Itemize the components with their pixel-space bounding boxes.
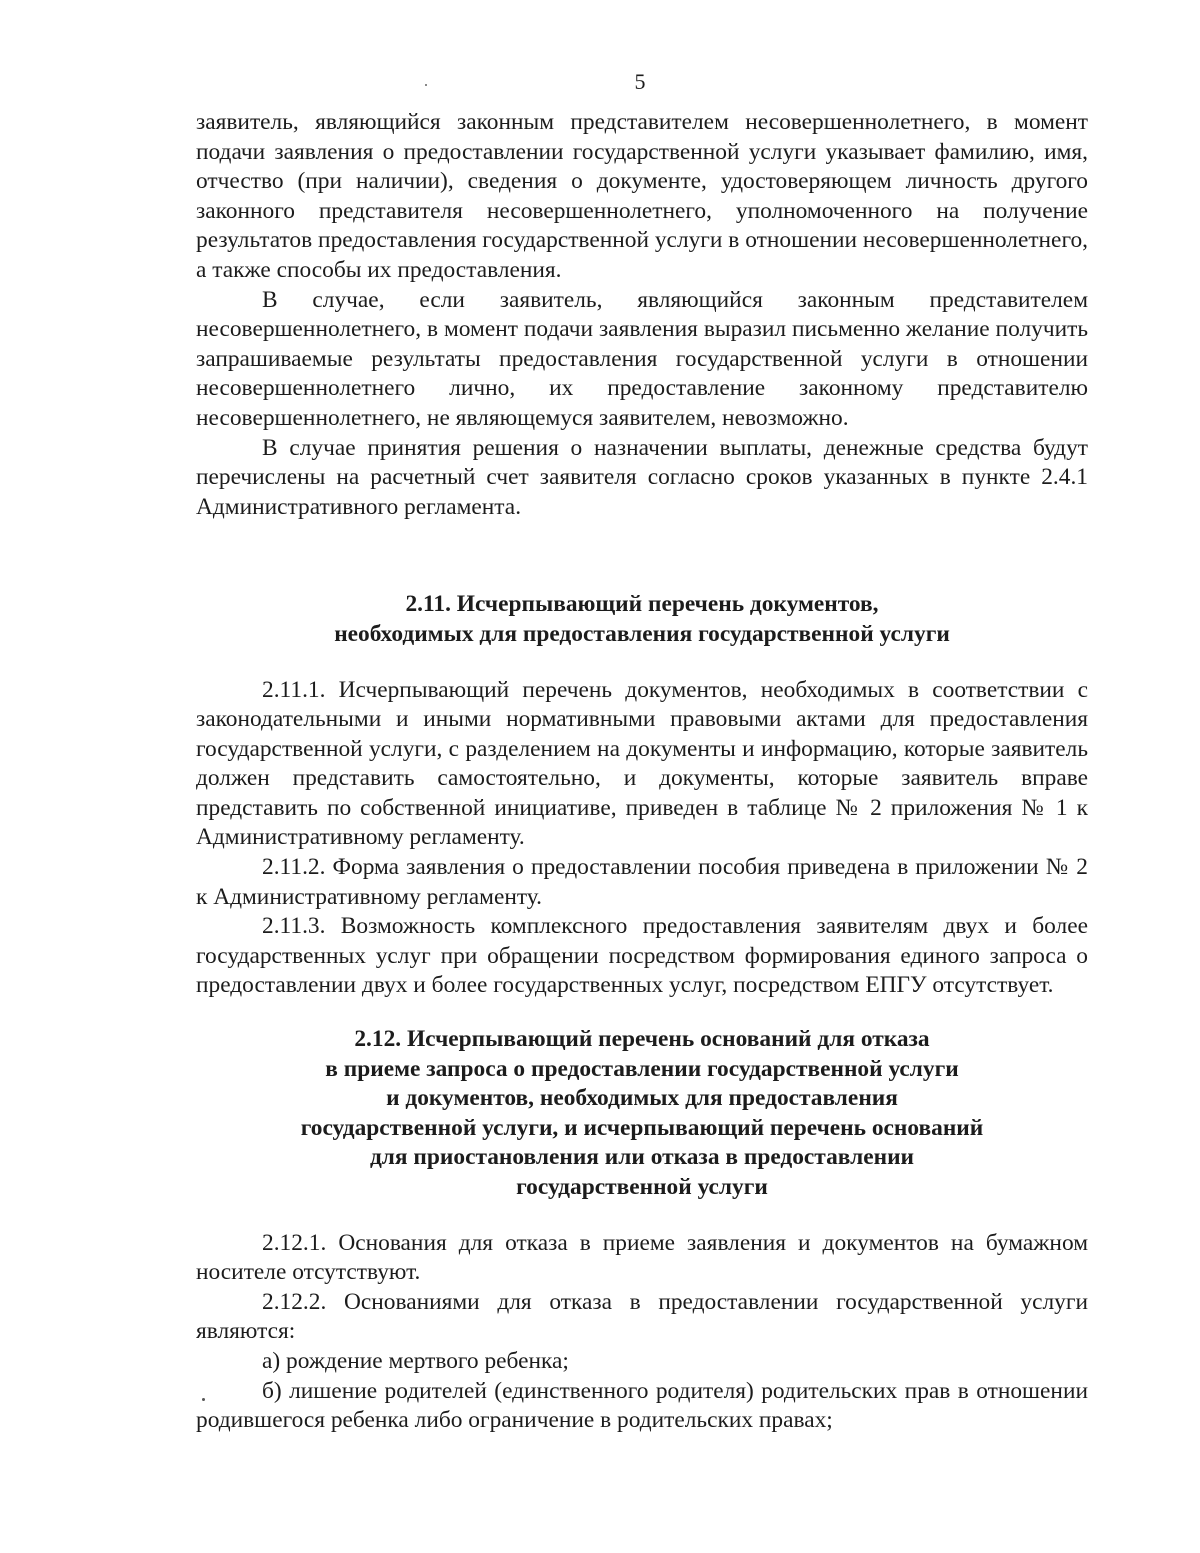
paragraph-representative: В случае, если заявитель, являющийся законным представителем несовершеннолетнего, в момент подачи заявления выразил письменно желание получить запрашиваемые результаты предоставления государственной услуги в отношении несовершеннолетнего лично, их предоставление законному представителю несовершеннолетнего, не являющемуся заявителем, невозможно. — [196, 286, 1088, 431]
spacer — [196, 1001, 1088, 1025]
scan-speck — [202, 1398, 205, 1401]
section-heading-2-11-line2: необходимых для предоставления государственной услуги — [334, 620, 950, 647]
section-heading-2-12-line1: 2.12. Исчерпывающий перечень оснований для отказа — [354, 1026, 930, 1053]
section-heading-2-12-line6: государственной услуги — [516, 1174, 768, 1200]
paragraph-2-11-3: 2.11.3. Возможность комплексного предоставления заявителям двух и более государственных услуг при обращении посредством формирования единого запроса о предоставлении двух и более государственных услуг, посредством ЕПГУ отсутствует. — [196, 913, 1088, 999]
paragraph-continuation: заявитель, являющийся законным представителем несовершеннолетнего, в момент подачи заявления о предоставлении государственной услуги указывает фамилию, имя, отчество (при наличии), сведения о документе, удостоверяющем личность другого законного представителя несовершеннолетнего, уполномоченного на получение результатов предоставления государственной услуги в отношении несовершеннолетнего, а также способы их предоставления. — [196, 109, 1088, 283]
spacer — [196, 1203, 1088, 1229]
paragraph-2-12-1: 2.12.1. Основания для отказа в приеме заявления и документов на бумажном носителе отсутствуют. — [196, 1229, 1088, 1286]
page-number: 5 — [634, 69, 646, 94]
section-heading-2-12-line5: для приостановления или отказа в предоставлении — [369, 1144, 915, 1171]
paragraph-payment: В случае принятия решения о назначении выплаты, денежные средства будут перечислены на расчетный счет заявителя согласно сроков указанных в пункте 2.4.1 Административного регламента. — [196, 434, 1088, 520]
paragraph-2-11-1: 2.11.1. Исчерпывающий перечень документов, необходимых в соответствии с законодательными и иными нормативными правовыми актами для предоставления государственной услуги, с разделением на документы и информацию, которые заявитель должен представить самостоятельно, и документы, которые заявитель вправе представить по собственной инициативе, приведен в таблице № 2 приложения № 1 к Административному регламенту. — [196, 676, 1088, 851]
section-heading-2-11-line1: 2.11. Исчерпывающий перечень документов, — [405, 591, 879, 618]
spacer — [196, 522, 1088, 590]
section-heading-2-12-line4: государственной услуги, и исчерпывающий перечень оснований — [300, 1114, 984, 1141]
paragraph-2-11-2: 2.11.2. Форма заявления о предоставлении пособия приведена в приложении № 2 к Административному регламенту. — [196, 854, 1088, 910]
section-heading-2-12-line3: и документов, необходимых для предоставления — [386, 1085, 898, 1112]
document-body — [196, 108, 1088, 1436]
section-heading-2-12-line2: в приеме запроса о предоставлении государственной услуги — [325, 1055, 959, 1082]
list-item-a: а) рождение мертвого ребенка; — [262, 1347, 569, 1374]
spacer — [196, 650, 1088, 676]
list-item-b: б) лишение родителей (единственного родителя) родительских прав в отношении родившегося ребенка либо ограничение в родительских правах; — [196, 1377, 1088, 1434]
paragraph-2-12-2: 2.12.2. Основаниями для отказа в предоставлении государственной услуги являются: — [196, 1288, 1088, 1345]
